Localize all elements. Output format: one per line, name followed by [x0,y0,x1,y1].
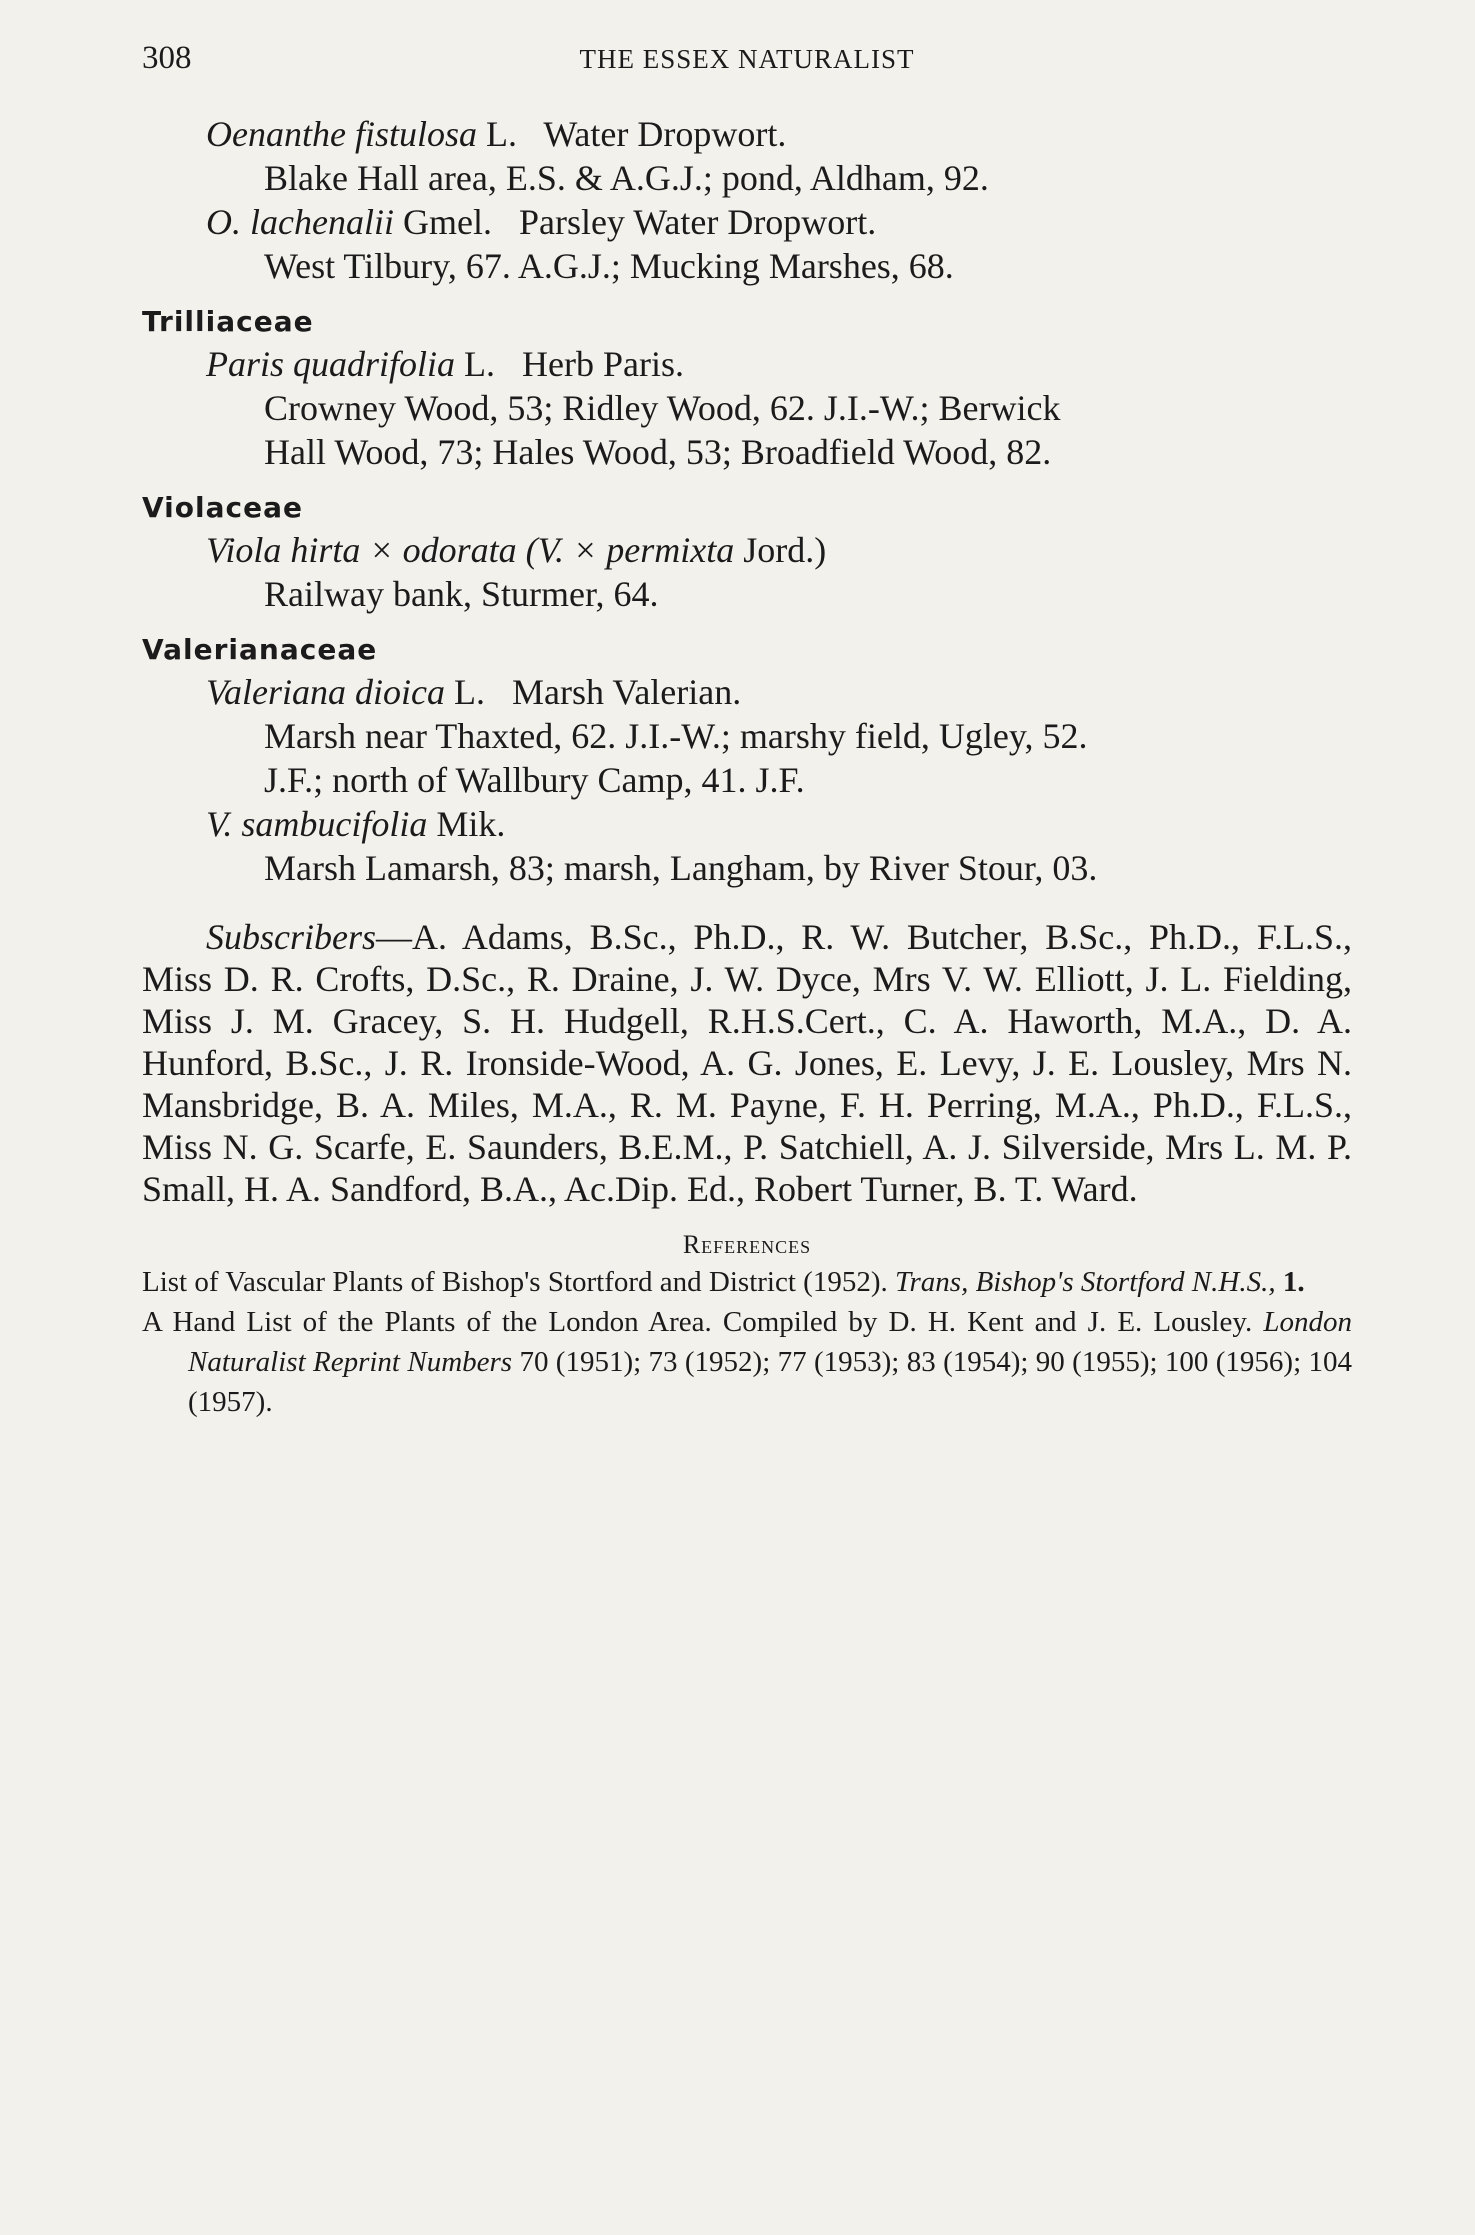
species-name [142,528,1352,572]
reference-text: A Hand List of the Plants of the London Area. Compiled by D. H. Kent and J. E. Lousley. [142,1306,1264,1338]
species-common-name: Water Dropwort. [516,114,787,154]
species-name [142,200,1352,244]
species-authority: L. [444,672,485,712]
species-name [142,670,1352,714]
page-content [142,112,1352,1422]
species-binomial: Paris quadrifolia [206,344,456,384]
species-binomial: Valeriana dioica [206,672,445,712]
species-binomial: Oenanthe fistulosa [206,114,477,154]
species-list [142,112,1352,890]
species-binomial: Viola hirta × odorata (V. × permixta [206,530,735,570]
locality-record: Blake Hall area, E.S. & A.G.J.; pond, Aldham, 92. [264,158,989,198]
locality-record: West Tilbury, 67. A.G.J.; Mucking Marshes, 68. [264,246,954,286]
species-authority: Mik. [427,804,506,844]
page-header [142,40,1352,90]
reference-volume: 1. [1275,1266,1305,1298]
locality-record: Marsh Lamarsh, 83; marsh, Langham, by River Stour, 03. [264,848,1098,888]
locality-record: Railway bank, Sturmer, 64. [264,574,659,614]
species-binomial: V. sambucifolia [206,804,428,844]
reference-text: List of Vascular Plants of Bishop's Stortford and District (1952). [142,1266,895,1298]
family-heading: Trilliaceae [142,305,314,338]
references-heading: References [682,1230,812,1259]
reference-journal: Trans, Bishop's Stortford N.H.S., [894,1266,1276,1298]
species-binomial: O. lachenalii [206,202,394,242]
species-common-name: Marsh Valerian. [484,672,742,712]
species-authority: Jord.) [734,530,827,570]
species-authority: Gmel. [393,202,492,242]
running-title: THE ESSEX NATURALIST [579,44,915,74]
reference-item [142,1302,1352,1422]
species-common-name: Parsley Water Dropwort. [491,202,877,242]
species-name [142,112,1352,156]
subscribers-paragraph [142,916,1352,1210]
species-authority: L. [476,114,517,154]
species-name [142,342,1352,386]
subscribers-text: —A. Adams, B.Sc., Ph.D., R. W. Butcher, B.Sc., Ph.D., F.L.S., Miss D. R. Crofts, D.Sc., R. Draine, J. W. Dyce, Mrs V. W. Elliott, J. L. Fielding, Miss J. M. Gracey, S. H. Hudgell, R.H.S.Cert., C. A. Haworth, M.A., D. A. Hunford, B.Sc., J. R. Ironside-Wood, A. G. Jones, E. Levy, J. E. Lousley, Mrs N. Mansbridge, B. A. Miles, M.A., R. M. Payne, F. H. Perring, M.A., Ph.D., F.L.S., Miss N. G. Scarfe, E. Saunders, B.E.M., P. Satchiell, A. J. Silverside, Mrs L. M. P. Small, H. A. Sandford, B.A., Ac.Dip. Ed., Robert Turner, B. T. Ward. [142,917,1352,1209]
locality-record: J.F.; north of Wallbury Camp, 41. J.F. [264,760,805,800]
reference-volumes: 70 (1951); 73 (1952); 77 (1953); 83 (1954); 90 (1955); 100 (1956); 104 (1957). [188,1346,1352,1418]
family-heading: Violaceae [142,491,303,524]
family-heading: Valerianaceae [142,633,378,666]
species-common-name: Herb Paris. [495,344,684,384]
page-number: 308 [142,40,192,76]
subscribers-label: Subscribers [206,917,376,957]
locality-record: Marsh near Thaxted, 62. J.I.-W.; marshy field, Ugley, 52. [264,716,1088,756]
locality-record: Hall Wood, 73; Hales Wood, 53; Broadfield Wood, 82. [264,432,1052,472]
species-name [142,802,1352,846]
species-authority: L. [455,344,496,384]
reference-journal: London Naturalist Reprint Numbers [188,1306,1352,1378]
reference-item [142,1262,1352,1302]
locality-record: Crowney Wood, 53; Ridley Wood, 62. J.I.-W.; Berwick [264,388,1061,428]
